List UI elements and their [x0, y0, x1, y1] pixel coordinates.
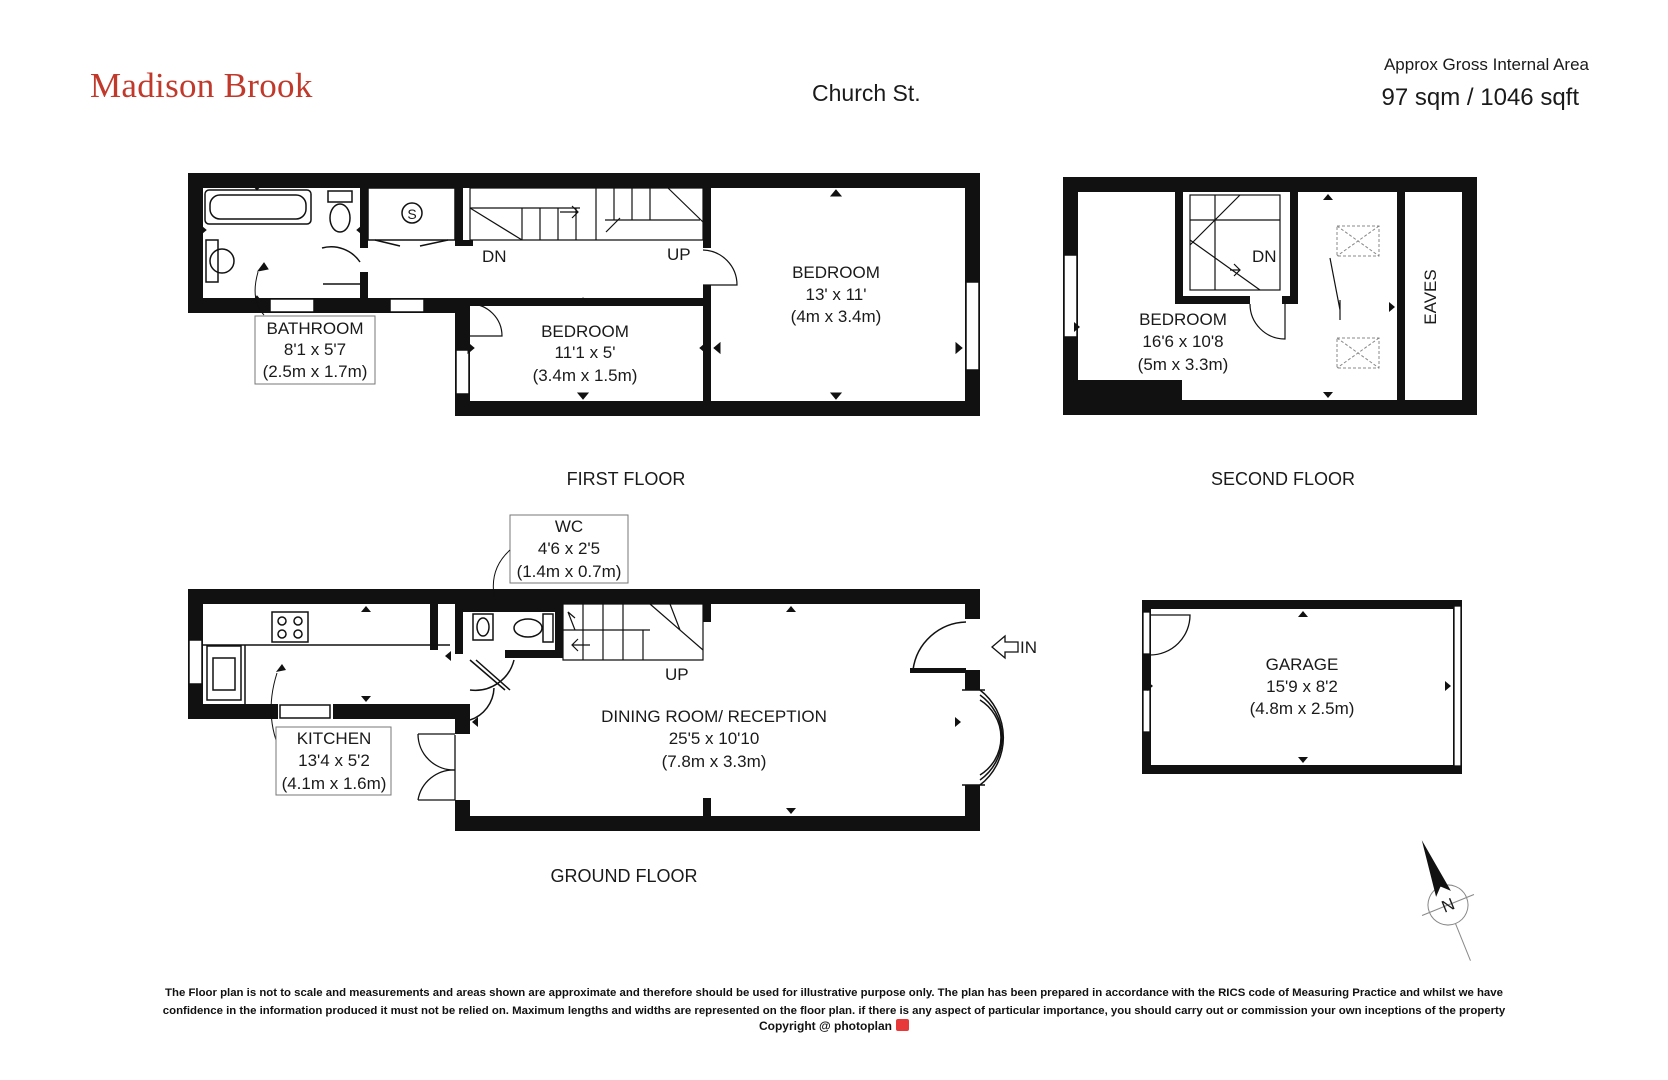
garage [1142, 600, 1462, 774]
dining-imperial: 25'5 x 10'10 [668, 729, 760, 748]
dining-name: DINING ROOM/ RECEPTION [601, 707, 827, 726]
kitchen-imperial: 13'4 x 5'2 [298, 751, 370, 770]
second-bedroom-name: BEDROOM [1139, 310, 1227, 329]
ground-floor-stairs-up: UP [665, 665, 689, 684]
first-floor-stairs-up: UP [667, 245, 691, 264]
skylights [1337, 226, 1379, 368]
garage-metric: (4.8m x 2.5m) [1249, 699, 1355, 718]
bathroom-imperial: 8'1 x 5'7 [283, 340, 347, 359]
eaves-label: EAVES [1421, 269, 1440, 325]
garage-imperial: 15'9 x 8'2 [1266, 677, 1338, 696]
dining-metric: (7.8m x 3.3m) [661, 752, 767, 771]
entrance-label: IN [1020, 638, 1037, 657]
bathroom-fixtures [205, 190, 360, 284]
shower-symbol: S [407, 206, 417, 222]
second-bedroom-metric: (5m x 3.3m) [1137, 355, 1229, 374]
bay-window [962, 690, 1003, 785]
street-name: Church St. [812, 80, 921, 106]
brand-logo: Madison Brook [90, 66, 313, 105]
second-floor-title: SECOND FLOOR [1210, 469, 1356, 489]
first-bedroom-small-metric: (3.4m x 1.5m) [532, 366, 638, 385]
first-bedroom-small-imperial: 11'1 x 5' [554, 343, 616, 362]
wc-imperial: 4'6 x 2'5 [537, 539, 601, 558]
second-bedroom-imperial: 16'6 x 10'8 [1142, 332, 1224, 351]
first-floor [188, 173, 980, 489]
ground-floor-title: GROUND FLOOR [550, 866, 698, 886]
area-title: Approx Gross Internal Area [1383, 55, 1589, 74]
photoplan-logo-icon [896, 1019, 909, 1031]
disclaimer [78, 984, 1590, 1020]
kitchen-metric: (4.1m x 1.6m) [281, 774, 387, 793]
entrance-arrow-icon [992, 636, 1018, 658]
kitchen-sink-icon [207, 646, 241, 700]
first-bedroom-large-name: BEDROOM [792, 263, 880, 282]
garage-name: GARAGE [1265, 655, 1339, 674]
second-floor-walls [1063, 177, 1477, 415]
compass-north-label: N [1438, 894, 1458, 917]
second-floor [1063, 177, 1477, 489]
bathroom-metric: (2.5m x 1.7m) [262, 362, 368, 381]
ground-floor [188, 515, 1037, 886]
disclaimer-line-2: confidence in the information produced it must not be relied on. Maximum lengths and widths are represented on the floor plan. if there is any aspect of particular importance, you should carry out or commission your own inceptions of the property [162, 1005, 1506, 1017]
wc-name: WC [554, 517, 584, 536]
wc-metric: (1.4m x 0.7m) [516, 562, 622, 581]
hob-icon [272, 612, 308, 642]
copyright [0, 1019, 1668, 1033]
disclaimer-line-1: The Floor plan is not to scale and measurements and areas shown are approximate and therefore should be used for illustrative purpose only. The plan has been prepared in accordance with the RICS code of Measuring Practice and whilst we have [165, 987, 1503, 999]
copyright-text: Copyright @ photoplan [758, 1019, 892, 1033]
patio-doors [418, 734, 455, 800]
first-floor-title: FIRST FLOOR [566, 469, 686, 489]
entrance-door [913, 622, 966, 670]
wc-toilet-icon [543, 614, 553, 642]
toilet-icon [328, 191, 352, 202]
first-floor-stairs-down: DN [482, 247, 507, 266]
second-floor-stairs-down: DN [1252, 247, 1277, 266]
bathroom-name: BATHROOM [266, 319, 364, 338]
first-bedroom-large-imperial: 13' x 11' [805, 285, 867, 304]
first-bedroom-large-metric: (4m x 3.4m) [790, 307, 882, 326]
first-bedroom-small-name: BEDROOM [541, 322, 629, 341]
first-floor-staircase [470, 188, 737, 336]
kitchen-fixtures [203, 610, 514, 704]
area-value: 97 sqm / 1046 sqft [1381, 84, 1579, 111]
kitchen-name: KITCHEN [296, 729, 372, 748]
ground-floor-staircase [563, 604, 703, 660]
sink-icon [210, 249, 234, 273]
